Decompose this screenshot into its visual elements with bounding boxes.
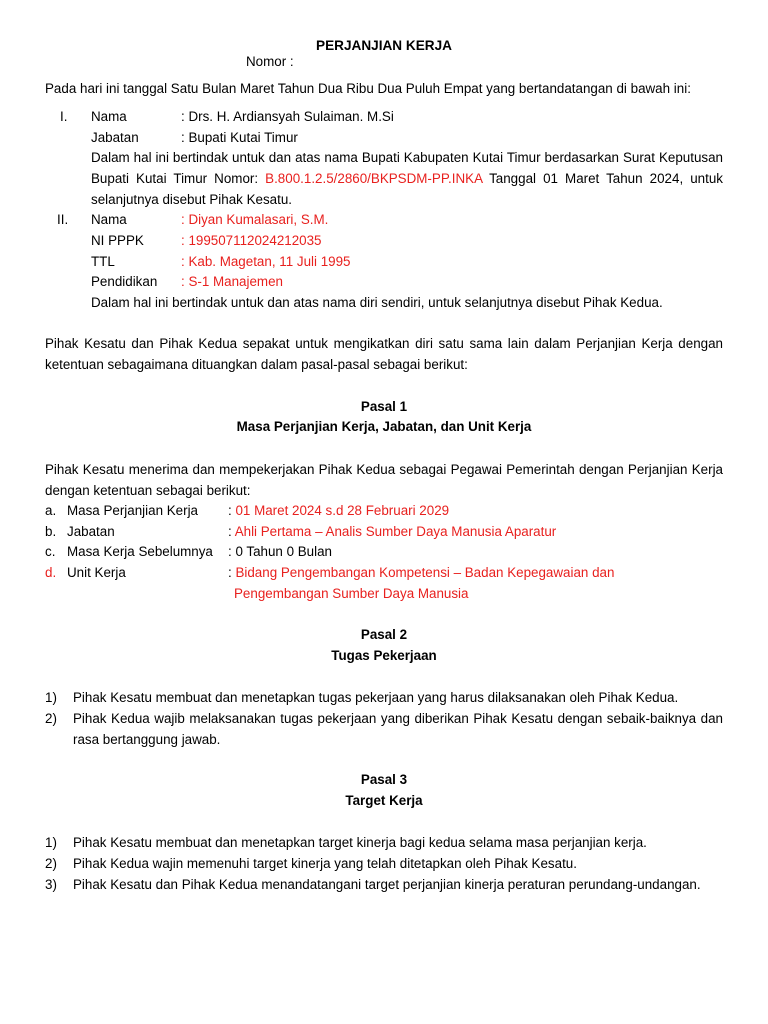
pasal1-item-value: : Ahli Pertama – Analis Sumber Daya Manusia Aparatur (228, 524, 557, 539)
pasal3-item-text: Pihak Kesatu membuat dan menetapkan target kinerja bagi kedua selama masa perjanjian kerja. (73, 835, 647, 850)
party2-number: II. (57, 212, 69, 227)
pasal1-item-label: Jabatan (67, 524, 115, 539)
pasal1-item-letter: b. (45, 524, 57, 539)
pasal1-subheading: Masa Perjanjian Kerja, Jabatan, dan Unit Kerja (236, 419, 532, 434)
pasal1-item-value: : 0 Tahun 0 Bulan (228, 544, 332, 559)
pasal1-item-label: Masa Kerja Sebelumnya (67, 544, 213, 559)
party1-desc-nomor: B.800.1.2.5/2860/BKPSDM-PP.INKA (265, 171, 483, 186)
party1-description (91, 147, 723, 210)
pasal1-item-value-cont: Pengembangan Sumber Daya Manusia (234, 586, 469, 601)
party1-jabatan-label: Jabatan (91, 130, 139, 145)
pasal2-heading: Pasal 2 (360, 627, 408, 642)
pasal1-item-letter: a. (45, 503, 57, 518)
pasal1-item-value-text: 0 Tahun 0 Bulan (235, 544, 332, 559)
pasal3-item-number: 2) (45, 856, 57, 871)
pasal1-item-value-text: Ahli Pertama – Analis Sumber Daya Manusia Aparatur (234, 524, 557, 539)
party2-field-value: : Kab. Magetan, 11 Juli 1995 (181, 254, 351, 269)
pasal1-item-letter: d. (45, 565, 57, 580)
nomor-label: Nomor : (246, 54, 294, 69)
pasal1-item-value: : 01 Maret 2024 s.d 28 Februari 2029 (228, 503, 450, 518)
pasal1-item-value-text: 01 Maret 2024 s.d 28 Februari 2029 (235, 503, 450, 518)
pasal3-item-text: Pihak Kedua wajin memenuhi target kinerja yang telah ditetapkan oleh Pihak Kesatu. (73, 856, 577, 871)
pasal3-heading: Pasal 3 (360, 772, 408, 787)
pasal2-item-number: 2) (45, 711, 57, 726)
pasal1-intro: Pihak Kesatu menerima dan mempekerjakan Pihak Kedua sebagai Pegawai Pemerintah dengan Perjanjian Kerja dengan ketentuan sebagai berikut: (45, 462, 723, 498)
party1-desc-b: Tanggal 01 Maret Tahun 2024, untuk selanjutnya disebut Pihak Kesatu. (91, 171, 723, 207)
party1-desc-a: Dalam hal ini bertindak untuk dan atas nama Bupati Kabupaten Kutai Timur berdasarkan Surat Keputusan Bupati Kutai Timur Nomor: (91, 150, 723, 186)
pasal1-item-value-text: Bidang Pengembangan Kompetensi – Badan Kepegawaian dan (235, 565, 615, 580)
pasal2-subheading: Tugas Pekerjaan (331, 648, 437, 663)
pasal1-item-letter: c. (45, 544, 56, 559)
pasal1-item-label: Masa Perjanjian Kerja (67, 503, 198, 518)
pasal3-subheading: Target Kerja (345, 793, 423, 808)
pasal1-heading: Pasal 1 (360, 399, 408, 414)
party2-field-label: Pendidikan (91, 274, 158, 289)
party2-field-label: Nama (91, 212, 127, 227)
party1-jabatan-value: : Bupati Kutai Timur (181, 130, 298, 145)
agreement-paragraph: Pihak Kesatu dan Pihak Kedua sepakat untuk mengikatkan diri satu sama lain dalam Perjanjian Kerja dengan ketentuan sebagaimana dituangkan dalam pasal-pasal sebagai berikut: (45, 336, 723, 372)
pasal3-item-number: 3) (45, 877, 57, 892)
party1-nama-label: Nama (91, 109, 127, 124)
pasal3-item-text: Pihak Kesatu dan Pihak Kedua menandatangani target perjanjian kinerja peraturan perundang-undangan. (73, 877, 701, 892)
party2-field-value: : Diyan Kumalasari, S.M. (181, 212, 329, 227)
party2-field-label: TTL (91, 254, 115, 269)
pasal1-item-value: : Bidang Pengembangan Kompetensi – Badan Kepegawaian dan (228, 565, 615, 580)
party2-description: Dalam hal ini bertindak untuk dan atas nama diri sendiri, untuk selanjutnya disebut Pihak Kedua. (91, 295, 663, 310)
pasal2-item-text: Pihak Kesatu membuat dan menetapkan tugas pekerjaan yang harus dilaksanakan oleh Pihak Kedua. (73, 690, 679, 705)
party2-field-value: : 199507112024212035 (181, 233, 322, 248)
party1-nama-value: : Drs. H. Ardiansyah Sulaiman. M.Si (181, 109, 394, 124)
intro-paragraph: Pada hari ini tanggal Satu Bulan Maret Tahun Dua Ribu Dua Puluh Empat yang bertandatangan di bawah ini: (45, 81, 691, 96)
party2-field-value: : S-1 Manajemen (181, 274, 283, 289)
pasal2-item-text: Pihak Kedua wajib melaksanakan tugas pekerjaan yang diberikan Pihak Kesatu dengan sebaik-baiknya dan rasa bertanggung jawab. (73, 711, 723, 747)
pasal1-item-label: Unit Kerja (67, 565, 126, 580)
party2-field-label: NI PPPK (91, 233, 144, 248)
party1-number: I. (60, 109, 68, 124)
document-title: PERJANJIAN KERJA (316, 38, 452, 53)
pasal2-item-number: 1) (45, 690, 57, 705)
pasal3-item-number: 1) (45, 835, 57, 850)
